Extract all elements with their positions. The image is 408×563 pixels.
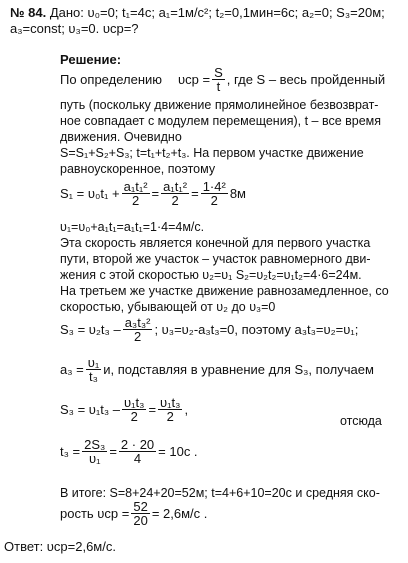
formula-s1-lhs: S₁ = υ₀t₁ + xyxy=(60,186,120,201)
formula-t3-frac-2: $\frac{2 \cdot 20}{4}$ xyxy=(120,437,155,466)
formula-s1 xyxy=(60,180,246,207)
problem-line-1 xyxy=(10,6,385,20)
problem-given: Дано: υ₀=0; t₁=4с; a₁=1м/с²; t₂=0,1мин=6с; a₂=0; S₃=20м; xyxy=(49,5,385,20)
formula-avg-speed-lhs: рость υср = xyxy=(60,506,130,521)
formula-avg-speed xyxy=(60,500,207,527)
formula-a3 xyxy=(60,356,374,383)
formula-s3-lhs: S₃ = υ₂t₃ – xyxy=(60,322,121,337)
formula-s3-subst xyxy=(60,396,188,423)
text-line-3: ное совпадает с модулем перемещения), t – все время xyxy=(60,114,382,128)
formula-avg-speed-frac: $\frac{52}{20}$ xyxy=(133,499,148,528)
formula-a3-lhs: a₃ = xyxy=(60,362,84,377)
text-line-9: пути, второй же участок – участок равномерного дви- xyxy=(60,252,371,266)
equals-sign: = xyxy=(151,186,160,201)
text-line-4: движения. Очевидно xyxy=(60,130,182,144)
formula-a3-tail: и, подставляя в уравнение для S₃, получаем xyxy=(103,362,374,377)
text-line-7: υ₁=υ₀+a₁t₁=a₁t₁=1·4=4м/с. xyxy=(60,220,205,234)
formula-t3-frac-1: $\frac{\text{2S₃}}{\text{υ₁}}$ xyxy=(84,437,106,466)
solution-heading: Решение: xyxy=(60,52,122,67)
avg-speed-symbol: υср = xyxy=(178,72,211,87)
hence-word: отсюда xyxy=(340,414,382,428)
formula-a3-frac: $\frac{\text{υ₁}}{\text{t₃}}$ xyxy=(87,355,100,384)
text-line-6: равноускоренное, поэтому xyxy=(60,162,216,176)
text-line-8: Эта скорость является конечной для первого участка xyxy=(60,236,371,250)
definition-tail: , где S – весь пройденный xyxy=(226,72,386,87)
formula-s1-result: 8м xyxy=(229,186,246,201)
formula-t3-lhs: t₃ = xyxy=(60,444,81,459)
definition-line xyxy=(60,66,385,93)
formula-t3-result: = 10с . xyxy=(158,444,198,459)
equals-sign: = xyxy=(148,402,157,417)
formula-s3-subst-frac-2: $\frac{\text{υ₁t₃}}{2}$ xyxy=(160,395,181,424)
formula-s3-subst-frac-1: $\frac{\text{υ₁t₃}}{2}$ xyxy=(124,395,145,424)
formula-s1-frac-2: $\frac{\text{a₁t₁²}}{2}$ xyxy=(163,179,188,208)
problem-line-2: a₃=const; υ₃=0. υср=? xyxy=(10,21,139,36)
equals-sign: = xyxy=(191,186,199,201)
formula-s3-tail: ; υ₃=υ₂-a₃t₃=0, поэтому a₃t₃=υ₂=υ₁; xyxy=(154,322,359,337)
text-line-5: S=S₁+S₂+S₃; t=t₁+t₂+t₃. На первом участке движение xyxy=(60,146,364,160)
text-line-13: В итоге: S=8+24+20=52м; t=4+6+10=20с и средняя ско- xyxy=(60,486,380,500)
definition-text: По определению xyxy=(60,72,163,87)
formula-s3-frac: $\frac{\text{a₃t₃²}}{2}$ xyxy=(124,315,151,344)
formula-avg-speed-result: = 2,6м/с . xyxy=(151,506,208,521)
text-line-11: На третьем же участке движение равнозамедленное, со xyxy=(60,284,389,298)
comma: , xyxy=(184,402,189,417)
equals-sign: = xyxy=(109,444,117,459)
answer-line: Ответ: υср=2,6м/с. xyxy=(4,539,116,554)
formula-s3-subst-lhs: S₃ = υ₁t₃ – xyxy=(60,402,121,417)
formula-s1-frac-3: $\frac{\text{1·4²}}{2}$ xyxy=(202,179,226,208)
problem-number: № 84. xyxy=(10,5,47,20)
formula-s3 xyxy=(60,316,358,343)
formula-s1-frac-1: $\frac{\text{a₁t₁²}}{2}$ xyxy=(123,179,148,208)
text-line-12: скоростью, убывающей от υ₂ до υ₃=0 xyxy=(60,300,276,314)
text-line-10: жения с этой скоростью υ₂=υ₁ S₂=υ₂t₂=υ₁t₂=4·6=24м. xyxy=(60,268,362,282)
formula-t3 xyxy=(60,438,198,465)
s-over-t-fraction: $\frac{S}{t}$ xyxy=(214,65,223,94)
text-line-2: путь (поскольку движение прямолинейное безвозврат- xyxy=(60,98,379,112)
